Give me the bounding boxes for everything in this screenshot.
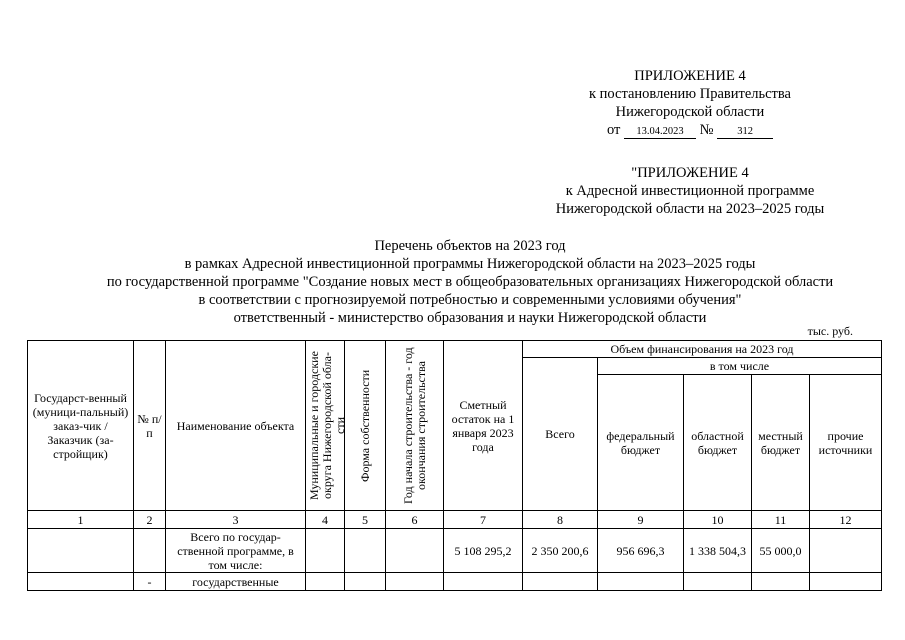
header-funding: Объем финансирования на 2023 год xyxy=(523,341,882,358)
header-total: Всего xyxy=(523,358,598,511)
cell-district xyxy=(306,529,345,573)
col-number: 9 xyxy=(598,511,684,529)
header-ownership-cell xyxy=(345,341,386,511)
objects-table xyxy=(27,340,882,591)
appendix-program-line2: к Адресной инвестиционной программе xyxy=(565,183,815,199)
col-number: 10 xyxy=(684,511,752,529)
col-number: 4 xyxy=(306,511,345,529)
header-ownership: Форма собственности xyxy=(357,369,372,482)
cell-years xyxy=(386,573,444,591)
column-numbers-row xyxy=(28,511,882,529)
cell-regional xyxy=(684,573,752,591)
cell-num: - xyxy=(134,573,166,591)
cell-total xyxy=(523,573,598,591)
cell-remainder: 5 108 295,2 xyxy=(444,529,523,573)
header-regional: областной бюджет xyxy=(684,375,752,511)
cell-regional: 1 338 504,3 xyxy=(684,529,752,573)
title-line1: Перечень объектов на 2023 год xyxy=(374,238,566,254)
cell-customer xyxy=(28,573,134,591)
number-prefix: № xyxy=(699,122,714,138)
appendix-date: 13.04.2023 xyxy=(624,125,696,139)
table-row xyxy=(28,529,882,573)
header-federal: федеральный бюджет xyxy=(598,375,684,511)
appendix-program-line1: "ПРИЛОЖЕНИЕ 4 xyxy=(631,165,749,181)
cell-num xyxy=(134,529,166,573)
col-number: 8 xyxy=(523,511,598,529)
title-line4: в соответствии с прогнозируемой потребностью и современными условиями обучения" xyxy=(198,292,742,308)
cell-local: 55 000,0 xyxy=(752,529,810,573)
table-row xyxy=(28,573,882,591)
appendix-number: 312 xyxy=(717,125,773,139)
document-title xyxy=(60,237,880,327)
col-number: 2 xyxy=(134,511,166,529)
header-remainder: Сметный остаток на 1 января 2023 года xyxy=(444,341,523,511)
header-other: прочие источники xyxy=(810,375,882,511)
appendix-program-block xyxy=(520,164,860,218)
header-district: Муниципальные и городские округа Нижегородской обла-сти xyxy=(307,351,347,500)
cell-local xyxy=(752,573,810,591)
appendix-gov-date-line xyxy=(560,121,820,139)
cell-federal xyxy=(598,573,684,591)
appendix-gov-line3: Нижегородской области xyxy=(615,104,765,120)
header-customer: Государст-венный (муници-пальный) заказ-чик / Заказчик (за-стройщик) xyxy=(28,341,134,511)
title-line3: по государственной программе "Создание новых мест в общеобразовательных организациях Нижегородской области xyxy=(106,274,834,290)
appendix-gov-block xyxy=(560,67,820,139)
cell-total: 2 350 200,6 xyxy=(523,529,598,573)
cell-years xyxy=(386,529,444,573)
cell-other xyxy=(810,573,882,591)
title-line5: ответственный - министерство образования и науки Нижегородской области xyxy=(233,310,707,326)
col-number: 11 xyxy=(752,511,810,529)
date-prefix: от xyxy=(606,122,621,138)
appendix-gov-line2: к постановлению Правительства xyxy=(589,86,791,102)
header-district-cell xyxy=(306,341,345,511)
cell-name: государственные xyxy=(166,573,306,591)
col-number: 6 xyxy=(386,511,444,529)
col-number: 3 xyxy=(166,511,306,529)
col-number: 5 xyxy=(345,511,386,529)
appendix-gov-line1: ПРИЛОЖЕНИЕ 4 xyxy=(634,68,746,84)
appendix-program-line3: Нижегородской области на 2023–2025 годы xyxy=(555,201,825,217)
col-number: 7 xyxy=(444,511,523,529)
cell-other xyxy=(810,529,882,573)
cell-district xyxy=(306,573,345,591)
col-number: 12 xyxy=(810,511,882,529)
header-local: местный бюджет xyxy=(752,375,810,511)
header-years-cell xyxy=(386,341,444,511)
cell-ownership xyxy=(345,573,386,591)
title-line2: в рамках Адресной инвестиционной программы Нижегородской области на 2023–2025 годы xyxy=(184,256,756,272)
cell-ownership xyxy=(345,529,386,573)
header-years: Год начала строительства - год окончания строительства xyxy=(400,347,428,504)
units-label: тыс. руб. xyxy=(807,324,853,338)
header-including: в том числе xyxy=(598,358,882,375)
header-name: Наименование объекта xyxy=(166,341,306,511)
cell-customer xyxy=(28,529,134,573)
col-number: 1 xyxy=(28,511,134,529)
cell-name: Всего по государ-ственной программе, в том числе: xyxy=(166,529,306,573)
header-num: № п/п xyxy=(134,341,166,511)
cell-remainder xyxy=(444,573,523,591)
cell-federal: 956 696,3 xyxy=(598,529,684,573)
